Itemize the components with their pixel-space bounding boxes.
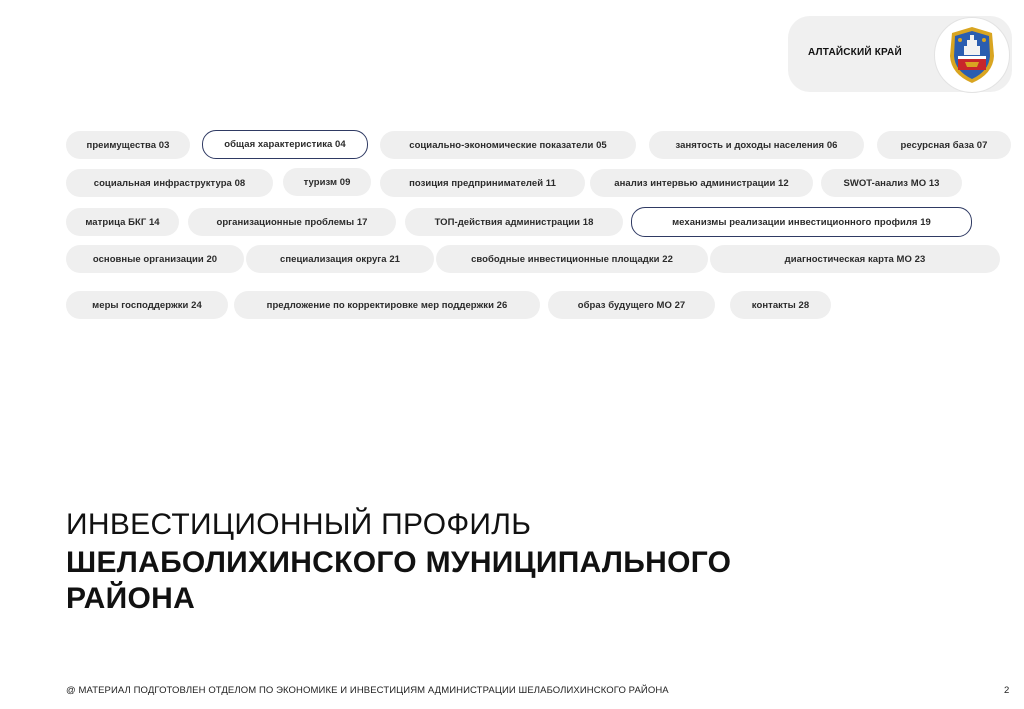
- nav-pill[interactable]: контакты 28: [730, 291, 831, 319]
- nav-pill[interactable]: основные организации 20: [66, 245, 244, 273]
- nav-pill[interactable]: социально-экономические показатели 05: [380, 131, 636, 159]
- nav-pill[interactable]: позиция предпринимателей 11: [380, 169, 585, 197]
- page-number: 2: [1004, 685, 1010, 696]
- nav-pill[interactable]: специализация округа 21: [246, 245, 434, 273]
- nav-pill[interactable]: социальная инфраструктура 08: [66, 169, 273, 197]
- nav-pill-active[interactable]: общая характеристика 04: [202, 130, 368, 159]
- nav-pill[interactable]: меры господдержки 24: [66, 291, 228, 319]
- page-title-line1: ИНВЕСТИЦИОННЫЙ ПРОФИЛЬ: [66, 508, 532, 541]
- page-title-line2: ШЕЛАБОЛИХИНСКОГО МУНИЦИПАЛЬНОГО РАЙОНА: [66, 546, 732, 615]
- nav-pill[interactable]: SWOT-анализ МО 13: [821, 169, 962, 197]
- nav-pill[interactable]: матрица БКГ 14: [66, 208, 179, 236]
- nav-pill[interactable]: организационные проблемы 17: [188, 208, 396, 236]
- nav-pill[interactable]: предложение по корректировке мер поддержки 26: [234, 291, 540, 319]
- altai-krai-coat-of-arms-icon: [945, 26, 999, 84]
- nav-pill[interactable]: диагностическая карта МО 23: [710, 245, 1000, 273]
- nav-pill[interactable]: занятость и доходы населения 06: [649, 131, 864, 159]
- nav-pill[interactable]: туризм 09: [283, 168, 371, 196]
- nav-pill[interactable]: образ будущего МО 27: [548, 291, 715, 319]
- region-header: [788, 16, 1012, 92]
- nav-pill[interactable]: свободные инвестиционные площадки 22: [436, 245, 708, 273]
- nav-pill[interactable]: ресурсная база 07: [877, 131, 1011, 159]
- nav-pill-active[interactable]: механизмы реализации инвестиционного профиля 19: [631, 207, 972, 237]
- footer-credit: @ МАТЕРИАЛ ПОДГОТОВЛЕН ОТДЕЛОМ ПО ЭКОНОМИКЕ И ИНВЕСТИЦИЯМ АДМИНИСТРАЦИИ ШЕЛАБОЛИХИНСКОГО РАЙОНА: [66, 685, 669, 696]
- emblem-badge: [934, 17, 1010, 93]
- nav-pill[interactable]: преимущества 03: [66, 131, 190, 159]
- nav-pill[interactable]: анализ интервью администрации 12: [590, 169, 813, 197]
- nav-pill[interactable]: ТОП-действия администрации 18: [405, 208, 623, 236]
- region-name: АЛТАЙСКИЙ КРАЙ: [808, 47, 902, 58]
